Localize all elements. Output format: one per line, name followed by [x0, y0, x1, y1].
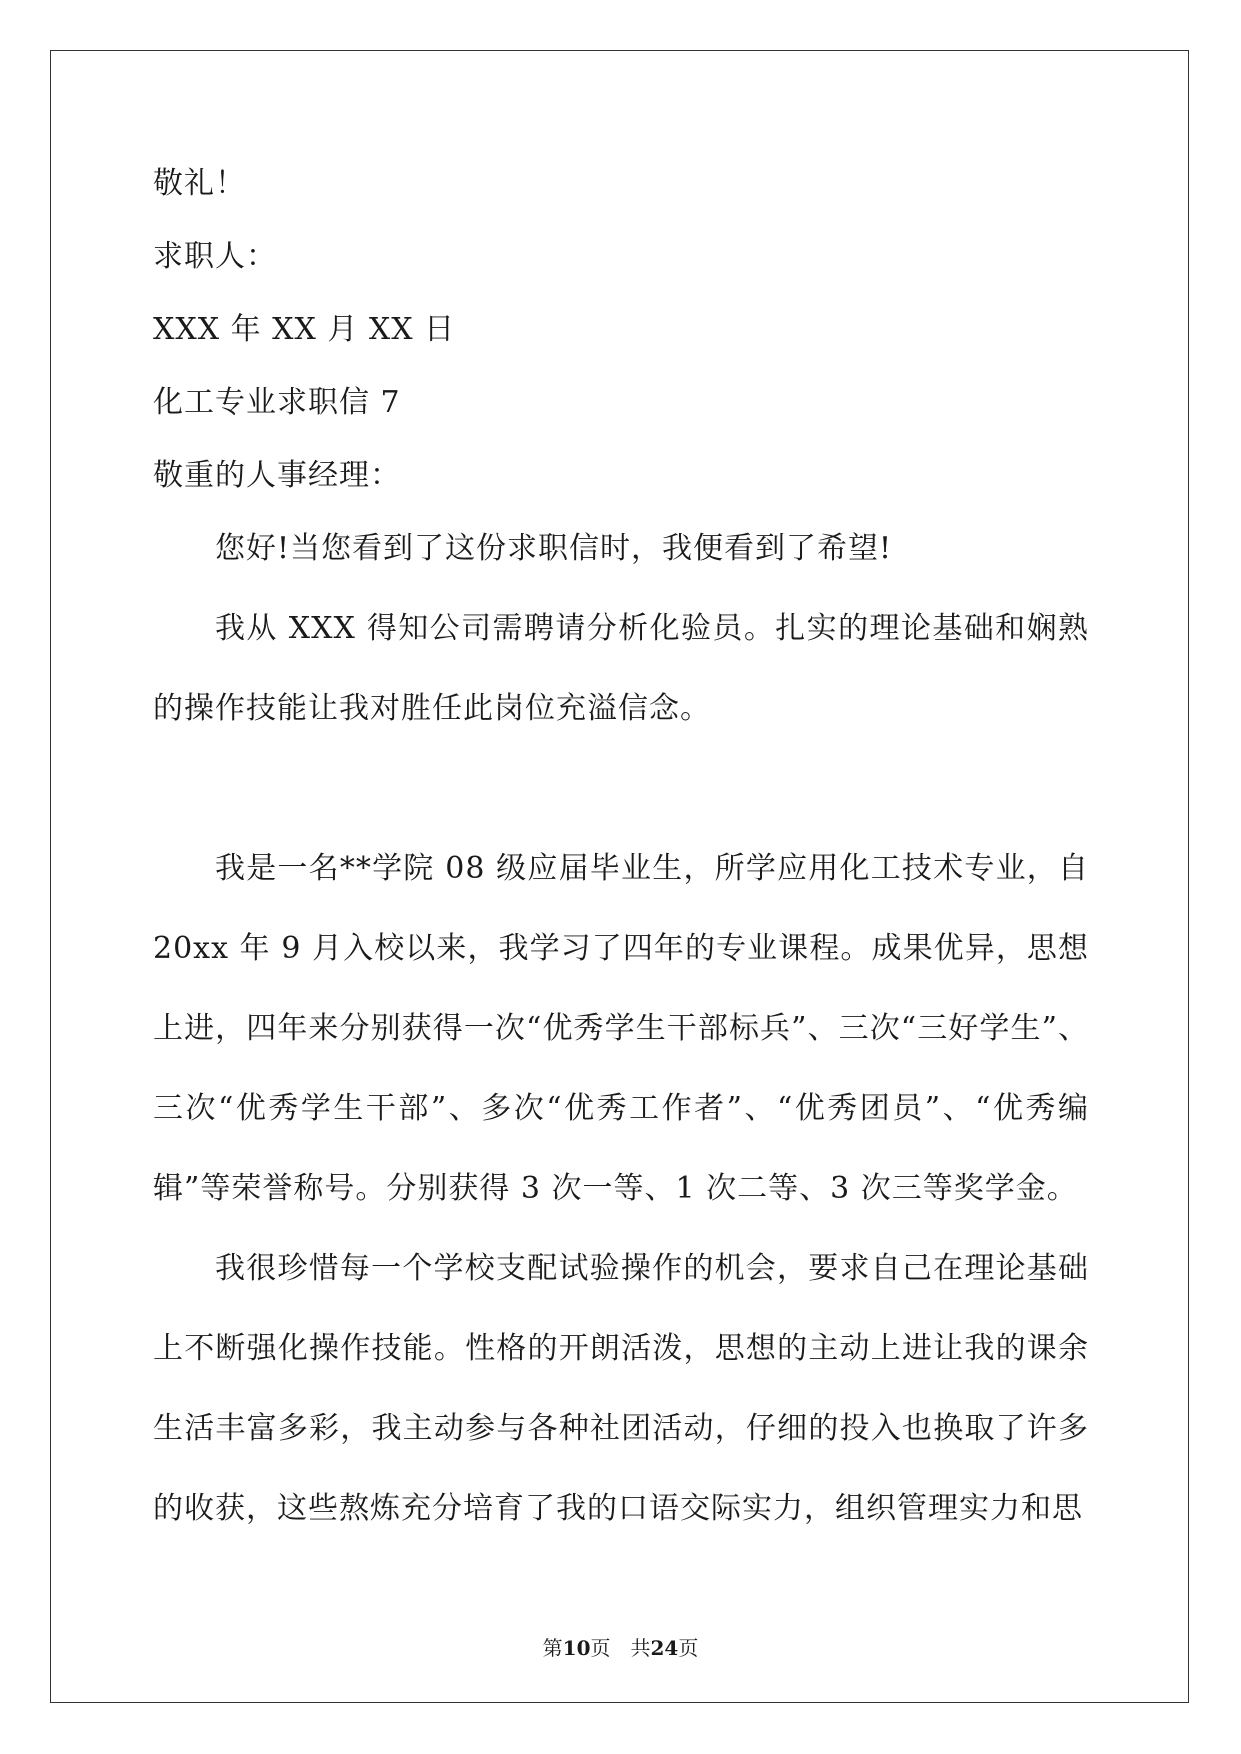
- footer-prefix: 第: [542, 1636, 563, 1660]
- date-line: XXX 年 XX 月 XX 日: [153, 312, 456, 347]
- paragraph-greeting: 您好!当您看到了这份求职信时，我便看到了希望!: [215, 531, 893, 566]
- closing-line: 敬礼！: [153, 166, 246, 201]
- footer-suffix: 页: [678, 1636, 699, 1660]
- current-page-number: 10: [562, 1636, 591, 1660]
- letter-title: 化工专业求职信 7: [153, 385, 401, 420]
- applicant-label: 求职人：: [153, 239, 277, 274]
- paragraph-position: 我从 XXX 得知公司需聘请分析化验员。扎实的理论基础和娴熟的操作技能让我对胜任此岗位充溢信念。: [153, 611, 1089, 726]
- salutation: 敬重的人事经理：: [153, 458, 401, 493]
- paragraph-education: 我是一名**学院 08 级应届毕业生，所学应用化工技术专业，自 20xx 年 9 月入校以来，我学习了四年的专业课程。成果优异，思想上进，四年来分别获得一次“优秀学生干部标兵”、三次“三好学生”、三次“优秀学生干部”、多次“优秀工作者”、“优秀团员”、“优秀编辑”等荣誉称号。分别获得 3 次一等、1 次二等、3 次三等奖学金。: [153, 851, 1089, 1206]
- page-footer: [0, 1632, 1241, 1661]
- footer-middle: 页 共: [590, 1636, 651, 1660]
- paragraph-skills: 我很珍惜每一个学校支配试验操作的机会，要求自己在理论基础上不断强化操作技能。性格的开朗活泼，思想的主动上进让我的课余生活丰富多彩，我主动参与各种社团活动，仔细的投入也换取了许多的收获，这些熬炼充分培育了我的口语交际实力，组织管理实力和思: [153, 1251, 1089, 1526]
- total-pages-number: 24: [650, 1636, 679, 1660]
